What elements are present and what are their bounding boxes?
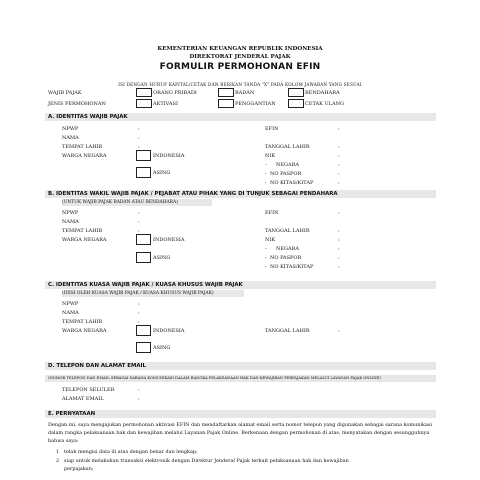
c-nama-label: NAMA	[62, 310, 79, 316]
c-tanggal-lahir-label: TANGGAL LAHIR	[265, 328, 310, 334]
option-cetak-ulang: CETAK ULANG	[305, 101, 344, 107]
section-d-title: D. TELEPON DAN ALAMAT EMAIL	[48, 363, 146, 369]
ministry-heading: KEMENTERIAN KEUANGAN REPUBLIK INDONESIA	[157, 46, 323, 52]
b-tempat-lahir-colon: :	[138, 228, 140, 234]
c-npwp-colon: :	[138, 301, 140, 307]
a-no-kitas-label: NO KITAS/KITAP	[270, 180, 314, 186]
b-nama-label: NAMA	[62, 219, 79, 225]
c-checkbox-asing[interactable]	[136, 342, 151, 353]
instruction-text: ISI DENGAN HURUF KAPITAL/CETAK DAN BERIKAN TANDA "X" PADA KOLOM JAWABAN YANG SESUAI	[118, 82, 362, 87]
c-asing-label: ASING	[153, 345, 171, 351]
a-efin-colon: :	[338, 126, 340, 132]
b-no-paspor-colon: :	[338, 255, 340, 261]
b-dash-2: -	[265, 255, 267, 261]
b-tempat-lahir-label: TEMPAT LAHIR	[62, 228, 103, 234]
checkbox-badan[interactable]	[218, 88, 234, 97]
c-warga-negara-label: WARGA NEGARA	[62, 328, 107, 334]
statement-item-2-number: 2	[56, 458, 60, 464]
a-no-paspor-label: NO PASPOR	[270, 171, 302, 177]
b-no-kitas-colon: :	[338, 264, 340, 270]
a-negara-label: NEGARA	[276, 162, 300, 168]
a-negara-colon: :	[338, 162, 340, 168]
c-indonesia-label: INDONESIA	[153, 328, 185, 334]
b-indonesia-label: INDONESIA	[153, 237, 185, 243]
b-tanggal-lahir-colon: :	[338, 228, 340, 234]
statement-text: Dengan ini, saya mengajukan permohonan aktivasi EFIN dan mendaftarkan alamat email serta nomor telepon yang digunakan sebagai sarana komunikasi dalam rangka pelaksanaan hak dan kewajiban melalui Layanan Pajak Online. Berkenaan dengan permohonan di atas, menyatakan dengan sesungguhnya bahwa saya:	[48, 422, 432, 444]
a-nama-colon: :	[138, 135, 140, 141]
b-no-kitas-label: NO KITAS/KITAP	[270, 264, 314, 270]
a-tempat-lahir-colon: :	[138, 144, 140, 150]
a-checkbox-indonesia[interactable]	[136, 150, 151, 161]
b-dash-1: -	[265, 246, 267, 252]
section-c-subtitle: (DIISI OLEH KUASA WAJIB PAJAK / KUASA KHUSUS WAJIB PAJAK)	[62, 291, 214, 296]
email-label: ALAMAT EMAIL	[62, 396, 104, 402]
taxpayer-type-label: WAJIB PAJAK	[48, 90, 82, 96]
option-penggantian: PENGGANTIAN	[235, 101, 276, 107]
option-orang-pribadi: ORANG PRIBADI	[153, 90, 197, 96]
a-asing-label: ASING	[153, 170, 171, 176]
a-efin-label: EFIN	[265, 126, 279, 132]
a-no-kitas-colon: :	[338, 180, 340, 186]
directorate-heading: DIREKTORAT JENDERAL PAJAK	[189, 54, 291, 60]
email-colon: :	[138, 396, 140, 402]
b-no-paspor-label: NO PASPOR	[270, 255, 302, 261]
b-checkbox-asing[interactable]	[136, 252, 151, 263]
request-type-label: JENIS PERMOHONAN	[48, 101, 106, 107]
a-dash-3: -	[265, 180, 267, 186]
b-tanggal-lahir-label: TANGGAL LAHIR	[265, 228, 310, 234]
form-title: FORMULIR PERMOHONAN EFIN	[159, 62, 321, 72]
a-nik-colon: :	[338, 153, 340, 159]
c-tempat-lahir-colon: :	[138, 319, 140, 325]
b-efin-label: EFIN	[265, 210, 279, 216]
option-bendahara: BENDAHARA	[305, 90, 340, 96]
a-tanggal-lahir-label: TANGGAL LAHIR	[265, 144, 310, 150]
section-e-bar	[45, 410, 436, 418]
c-tanggal-lahir-colon: :	[338, 328, 340, 334]
a-indonesia-label: INDONESIA	[153, 153, 185, 159]
checkbox-aktivasi[interactable]	[136, 99, 152, 108]
section-a-title: A. IDENTITAS WAJIB PAJAK	[48, 114, 128, 120]
statement-item-2: siap untuk melakukan transaksi elektronik dengan Direktur Jenderal Pajak terkait pelaksanaan hak dan kewajiban	[64, 458, 349, 464]
a-dash-2: -	[265, 171, 267, 177]
a-tempat-lahir-label: TEMPAT LAHIR	[62, 144, 103, 150]
statement-item-1: telah mengisi data di atas dengan benar dan lengkap;	[64, 449, 198, 455]
b-negara-label: NEGARA	[276, 246, 300, 252]
a-npwp-colon: :	[138, 126, 140, 132]
c-npwp-label: NPWP	[62, 301, 79, 307]
a-tanggal-lahir-colon: :	[338, 144, 340, 150]
b-dash-3: -	[265, 264, 267, 270]
a-dash-1: -	[265, 162, 267, 168]
section-c-title: C. IDENTITAS KUASA WAJIB PAJAK / KUASA KHUSUS WAJIB PAJAK	[48, 282, 243, 288]
b-nik-label: NIK	[265, 237, 276, 243]
a-checkbox-asing[interactable]	[136, 167, 151, 178]
b-efin-colon: :	[338, 210, 340, 216]
checkbox-penggantian[interactable]	[218, 99, 234, 108]
option-badan: BADAN	[235, 90, 255, 96]
b-nik-colon: :	[338, 237, 340, 243]
c-checkbox-indonesia[interactable]	[136, 325, 151, 336]
a-no-paspor-colon: :	[338, 171, 340, 177]
c-nama-colon: :	[138, 310, 140, 316]
statement-item-1-number: 1	[56, 449, 60, 455]
b-npwp-colon: :	[138, 210, 140, 216]
b-checkbox-indonesia[interactable]	[136, 234, 151, 245]
checkbox-cetak-ulang[interactable]	[288, 99, 304, 108]
phone-label: TELEPON SELULER	[62, 387, 115, 393]
section-b-subtitle: (UNTUK WAJIB PAJAK BADAN ATAU BENDAHARA)	[62, 200, 178, 205]
statement-item-2-cont: perpajakan;	[64, 466, 94, 472]
b-npwp-label: NPWP	[62, 210, 79, 216]
a-nik-label: NIK	[265, 153, 276, 159]
b-warga-negara-label: WARGA NEGARA	[62, 237, 107, 243]
c-tempat-lahir-label: TEMPAT LAHIR	[62, 319, 103, 325]
checkbox-orang-pribadi[interactable]	[136, 88, 152, 97]
section-e-title: E. PERNYATAAN	[48, 411, 96, 417]
checkbox-bendahara[interactable]	[288, 88, 304, 97]
b-asing-label: ASING	[153, 255, 171, 261]
option-aktivasi: AKTIVASI	[153, 101, 178, 107]
a-npwp-label: NPWP	[62, 126, 79, 132]
section-b-title: B. IDENTITAS WAKIL WAJIB PAJAK / PEJABAT ATAU PIHAK YANG DI TUNJUK SEBAGAI PENDAHARA	[48, 191, 338, 197]
b-nama-colon: :	[138, 219, 140, 225]
a-nama-label: NAMA	[62, 135, 79, 141]
b-negara-colon: :	[338, 246, 340, 252]
phone-colon: :	[138, 387, 140, 393]
a-warga-negara-label: WARGA NEGARA	[62, 153, 107, 159]
section-d-note: (NOMOR TELEPON DAN EMAIL SEBAGAI SARANA KOMUNIKASI DALAM RANGKA PELAKSANAAN HAK DAN KEWAJIBAN PERPAJAKAN MELALUI LAYANAN PAJAK ONLINE)	[48, 376, 381, 380]
